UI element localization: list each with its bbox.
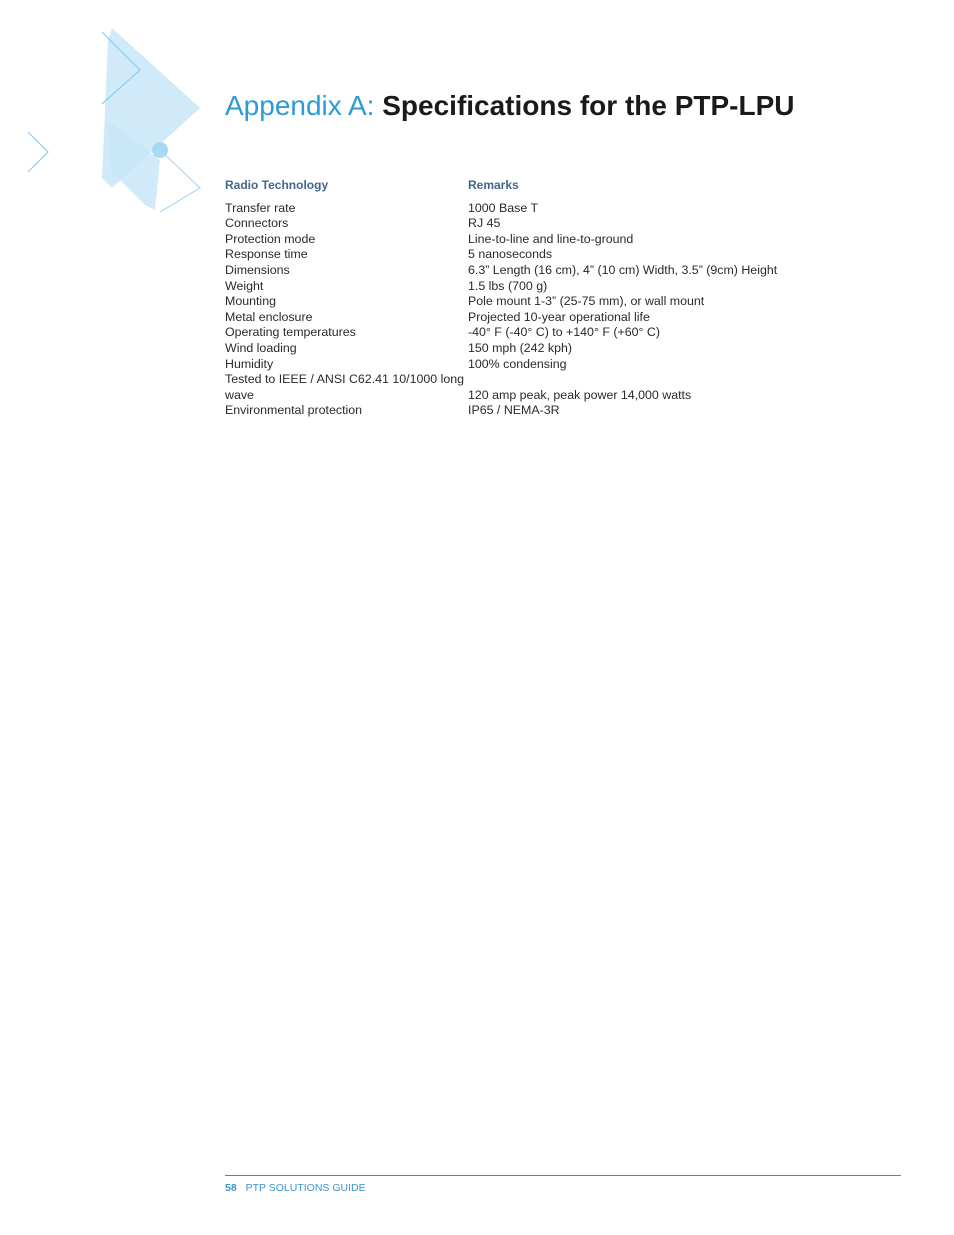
spec-name-cell: Dimensions	[225, 262, 290, 277]
table-header-row	[225, 178, 888, 201]
spec-name-cell: Mounting	[225, 294, 276, 309]
spec-remark-cell: -40° F (-40° C) to +140° F (+60° C)	[468, 325, 660, 340]
spec-remark-cell: Line-to-line and line-to-ground	[468, 231, 634, 246]
table-row	[225, 341, 888, 357]
table-row	[225, 372, 888, 403]
page-number: 58	[225, 1182, 237, 1194]
spec-remark-cell: 100% condensing	[468, 356, 567, 371]
spec-name-cell: Weight	[225, 278, 264, 293]
page-title-main: Specifications for the PTP-LPU	[382, 90, 795, 121]
spec-remark-cell: Pole mount 1-3” (25-75 mm), or wall mount	[468, 294, 705, 309]
spec-remark-cell: IP65 / NEMA-3R	[468, 403, 560, 418]
table-row	[225, 263, 888, 279]
spec-name-cell: Humidity	[225, 356, 274, 371]
spec-remark-cell: Projected 10-year operational life	[468, 309, 650, 324]
column-header-remarks: Remarks	[468, 178, 519, 192]
table-row	[225, 247, 888, 263]
table-row	[225, 279, 888, 295]
spec-name-cell: Response time	[225, 247, 308, 262]
column-header-radio-technology: Radio Technology	[225, 178, 329, 192]
spec-name-cell: Protection mode	[225, 231, 316, 246]
table-row	[225, 357, 888, 373]
specifications-table	[225, 178, 888, 419]
table-row	[225, 201, 888, 217]
spec-remark-cell: 6.3” Length (16 cm), 4” (10 cm) Width, 3.5” (9cm) Height	[468, 262, 778, 277]
table-row	[225, 294, 888, 310]
spec-name-cell: Tested to IEEE / ANSI C62.41 10/1000 long wave	[225, 372, 465, 402]
spec-remark-cell: 150 mph (242 kph)	[468, 340, 573, 355]
spec-remark-cell: RJ 45	[468, 216, 501, 231]
spec-name-cell: Environmental protection	[225, 403, 363, 418]
spec-remark-cell: 5 nanoseconds	[468, 247, 553, 262]
table-row	[225, 232, 888, 248]
chevron-outline-bottom	[160, 150, 200, 212]
spec-name-cell: Wind loading	[225, 340, 297, 355]
page-title	[225, 88, 795, 124]
spec-name-cell: Connectors	[225, 216, 289, 231]
table-row	[225, 325, 888, 341]
table-row	[225, 403, 888, 419]
table-row	[225, 216, 888, 232]
page-title-prefix: Appendix A:	[225, 90, 375, 121]
spec-remark-cell: 1000 Base T	[468, 200, 539, 215]
table-body	[225, 201, 888, 419]
spec-name-cell: Transfer rate	[225, 200, 296, 215]
spec-remark-cell: 1.5 lbs (700 g)	[468, 278, 548, 293]
spec-remark-cell: 120 amp peak, peak power 14,000 watts	[468, 387, 692, 402]
guide-title: PTP SOLUTIONS GUIDE	[245, 1182, 366, 1194]
chevron-arrows-graphic	[0, 0, 240, 240]
page-footer	[225, 1182, 366, 1195]
spec-name-cell: Metal enclosure	[225, 309, 313, 324]
table-row	[225, 310, 888, 326]
spec-name-cell: Operating temperatures	[225, 325, 356, 340]
chevron-outline-small	[28, 132, 48, 172]
footer-divider	[225, 1175, 901, 1176]
